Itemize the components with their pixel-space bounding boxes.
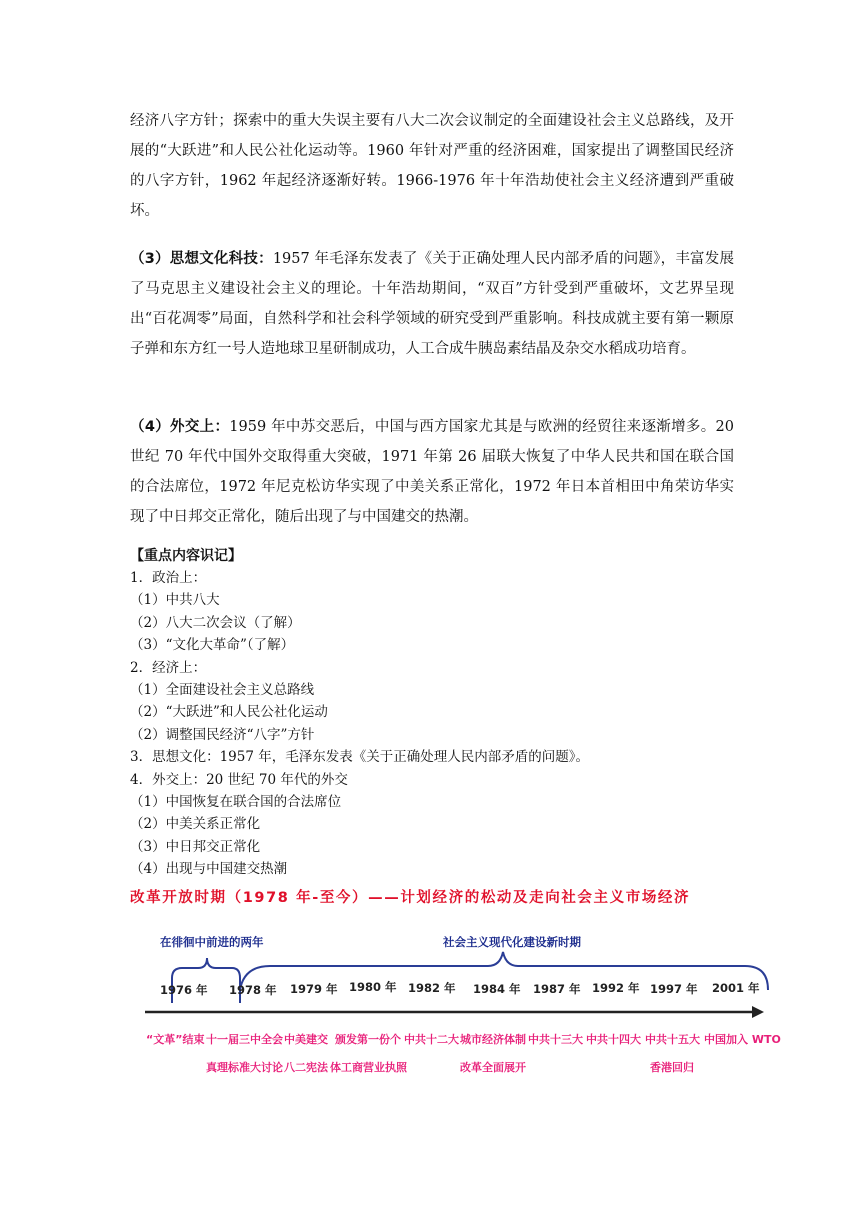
event-label: 中共十四大	[586, 1033, 641, 1046]
event-label: “文革”结束	[146, 1033, 205, 1046]
event-label: 颁发第一份个	[335, 1033, 401, 1046]
key-section-title: 【重点内容识记】	[130, 548, 242, 564]
event-label: 真理标准大讨论	[206, 1061, 283, 1074]
paragraph-text: 1957 年毛泽东发表了《关于正确处理人民内部矛盾的问题》，丰富发展了马克思主义建设社会主义的理论。十年浩劫期间，“双百”方针受到严重破坏，文艺界呈现出“百花凋零”局面，自然科学和社会科学领域的研究受到严重影响。科技成就主要有第一颗原子弹和东方红一号人造地球卫星研制成功，人工合成牛胰岛素结晶及杂交水稻成功培育。	[130, 251, 734, 357]
year-label: 1992 年	[592, 981, 640, 995]
event-label: 中美建交	[284, 1033, 328, 1046]
paragraph-label: （4）外交上：	[130, 419, 230, 435]
event-label: 八二宪法	[284, 1061, 328, 1074]
list-item: （3）中日邦交正常化	[130, 838, 261, 855]
year-label: 1980 年	[349, 980, 397, 994]
paragraph-label: （3）思想文化科技：	[130, 251, 273, 267]
paragraph-text: 1959 年中苏交恶后，中国与西方国家尤其是与欧洲的经贸往来逐渐增多。20 世纪 70 年代中国外交取得重大突破，1971 年第 26 届联大恢复了中华人民共和国在联合国的合法席位，1972 年尼克松访华实现了中美关系正常化，1972 年日本首相田中角荣访华实现了中日邦交正常化，随后出现了与中国建交的热潮。	[130, 419, 734, 525]
brace-left-label: 在徘徊中前进的两年	[160, 935, 264, 949]
year-label: 1984 年	[473, 982, 521, 996]
year-label: 1978 年	[229, 983, 277, 997]
event-label: 中共十五大	[645, 1033, 700, 1046]
event-label: 中共十三大	[528, 1033, 583, 1046]
list-item: 3．思想文化：1957 年，毛泽东发表《关于正确处理人民内部矛盾的问题》。	[130, 749, 589, 766]
list-item: （2）中美关系正常化	[130, 816, 261, 833]
list-item: （3）“文化大革命”（了解）	[130, 637, 295, 654]
list-item: 4．外交上：20 世纪 70 年代的外交	[130, 771, 348, 788]
year-label: 2001 年	[712, 981, 760, 995]
brace-right-label: 社会主义现代化建设新时期	[443, 935, 581, 949]
list-item: 2．经济上：	[130, 659, 207, 676]
list-item: （2）“大跃进”和人民公社化运动	[130, 704, 328, 721]
year-label: 1987 年	[533, 982, 581, 996]
event-label: 香港回归	[650, 1061, 694, 1074]
period-title: 改革开放时期（1978 年-至今）——计划经济的松动及走向社会主义市场经济	[130, 890, 691, 906]
list-item: （2）八大二次会议（了解）	[130, 614, 301, 631]
list-item: （2）调整国民经济“八字”方针	[130, 726, 315, 743]
list-item: （1）中国恢复在联合国的合法席位	[130, 794, 342, 811]
event-label: 十一届三中全会	[206, 1033, 283, 1046]
timeline-arrow-icon	[752, 1006, 764, 1018]
year-label: 1997 年	[650, 982, 698, 996]
list-item: （1）中共八大	[130, 592, 220, 609]
event-label: 中共十二大	[404, 1033, 459, 1046]
event-label: 城市经济体制	[460, 1033, 526, 1046]
event-label: 中国加入 WTO	[704, 1033, 781, 1046]
paragraph-text: 经济八字方针；探索中的重大失误主要有八大二次会议制定的全面建设社会主义总路线，及开展的“大跃进”和人民公社化运动等。1960 年针对严重的经济困难，国家提出了调整国民经济的八字方针，1962 年起经济逐渐好转。1966-1976 年十年浩劫使社会主义经济遭到严重破坏。	[130, 113, 734, 219]
year-label: 1979 年	[290, 982, 338, 996]
list-item: （1）全面建设社会主义总路线	[130, 682, 315, 699]
event-label: 体工商营业执照	[330, 1061, 407, 1074]
list-item: （4）出现与中国建交热潮	[130, 861, 288, 878]
event-label: 改革全面展开	[460, 1061, 526, 1074]
list-item: 1．政治上：	[130, 570, 207, 586]
year-label: 1976 年	[160, 983, 208, 997]
year-label: 1982 年	[408, 981, 456, 995]
